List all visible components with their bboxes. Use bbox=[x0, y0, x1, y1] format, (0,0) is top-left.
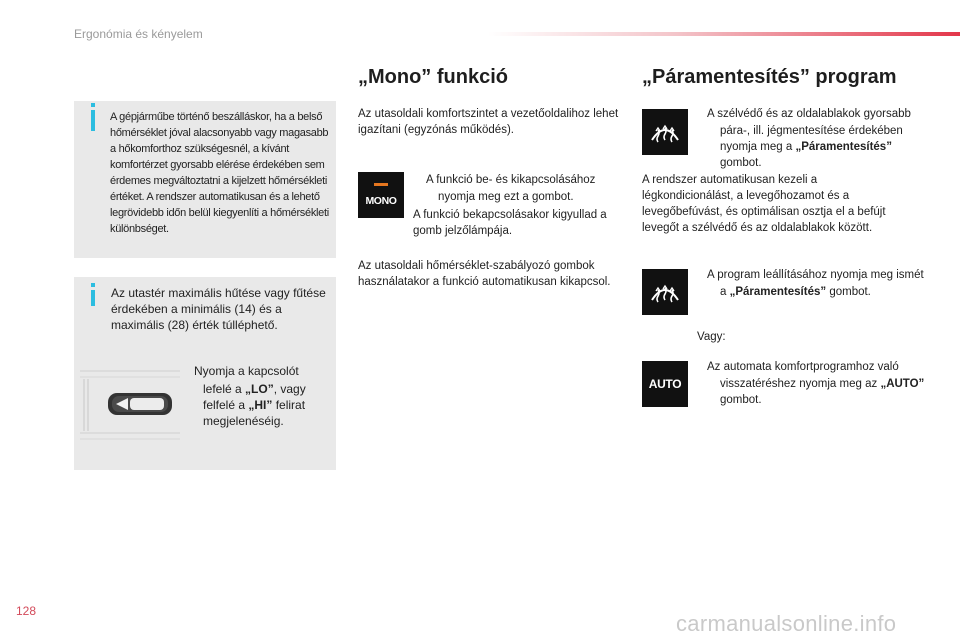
info-box-max-cooling bbox=[74, 277, 336, 470]
page-number: 128 bbox=[16, 604, 37, 618]
knob-instruction: Nyomja a kapcsolót lefelé a „LO”, vagy felfelé a „HI” felirat megjelenéséig. bbox=[194, 364, 306, 428]
windshield-defrost-icon bbox=[642, 269, 688, 315]
mono-title: „Mono” funkció bbox=[358, 66, 508, 88]
defog-description: A rendszer automatikusan kezeli a légkondicionálást, a levegőhozamot és a levegőbefúvást, és optimálisan osztja el a befújt levegőt a szélvédő és az oldalablakok között. bbox=[642, 174, 886, 234]
defog-button-image bbox=[642, 109, 688, 155]
info-box-temperature-note bbox=[74, 101, 336, 258]
defog-step3: Az automata komfortprogramhoz való visszatéréshez nyomja meg az „AUTO” gombot. bbox=[707, 361, 925, 406]
windshield-defrost-icon bbox=[642, 109, 688, 155]
info-icon bbox=[91, 290, 95, 306]
defog-step2: A program leállításához nyomja meg ismét a „Páramentesítés” gombot. bbox=[707, 269, 924, 298]
temperature-knob-illustration bbox=[80, 367, 184, 441]
defog-button-image-2 bbox=[642, 269, 688, 315]
mono-intro: Az utasoldali komfortszintet a vezetőoldalihoz lehet igazítani (egyzónás működés). bbox=[358, 108, 619, 136]
header-accent-bar bbox=[488, 32, 960, 36]
info-text: Az utastér maximális hűtése vagy fűtése érdekében a minimális (14) és a maximális (28) érték túlléphető. bbox=[111, 286, 326, 332]
mono-button-image: MONO bbox=[358, 172, 404, 218]
or-text: Vagy: bbox=[697, 331, 726, 343]
defog-title: „Páramentesítés” program bbox=[642, 66, 897, 88]
auto-button-image: AUTO bbox=[642, 361, 688, 407]
mono-note: Az utasoldali hőmérséklet-szabályozó gombok használatakor a funkció automatikusan kikapcsol. bbox=[358, 260, 611, 288]
info-icon bbox=[91, 110, 95, 131]
defog-step1: A szélvédő és az oldalablakok gyorsabb pára-, ill. jégmentesítése érdekében nyomja meg a „Páramentesítés” gombot. bbox=[707, 108, 911, 169]
info-text: A gépjárműbe történő beszálláskor, ha a belső hőmérséklet jóval alacsonyabb vagy magasabb a hőkomforthoz szükségesnél, a kívánt komfortérzet gyorsabb elérése érdekében sem érdemes megváltoztatni a kijelzett hőmérsékleti értéket. A rendszer automatikusan és a lehető legrövidebb időn belül kiegyenlíti a hőmérsékleti különbséget. bbox=[110, 111, 329, 235]
mono-steps: A funkció be- és kikapcsolásához nyomja meg ezt a gombot. A funkció bekapcsolásakor kigyullad a gomb jelzőlámpája. bbox=[413, 174, 607, 237]
section-header: Ergonómia és kényelem bbox=[74, 27, 203, 41]
watermark: carmanualsonline.info bbox=[676, 611, 897, 636]
